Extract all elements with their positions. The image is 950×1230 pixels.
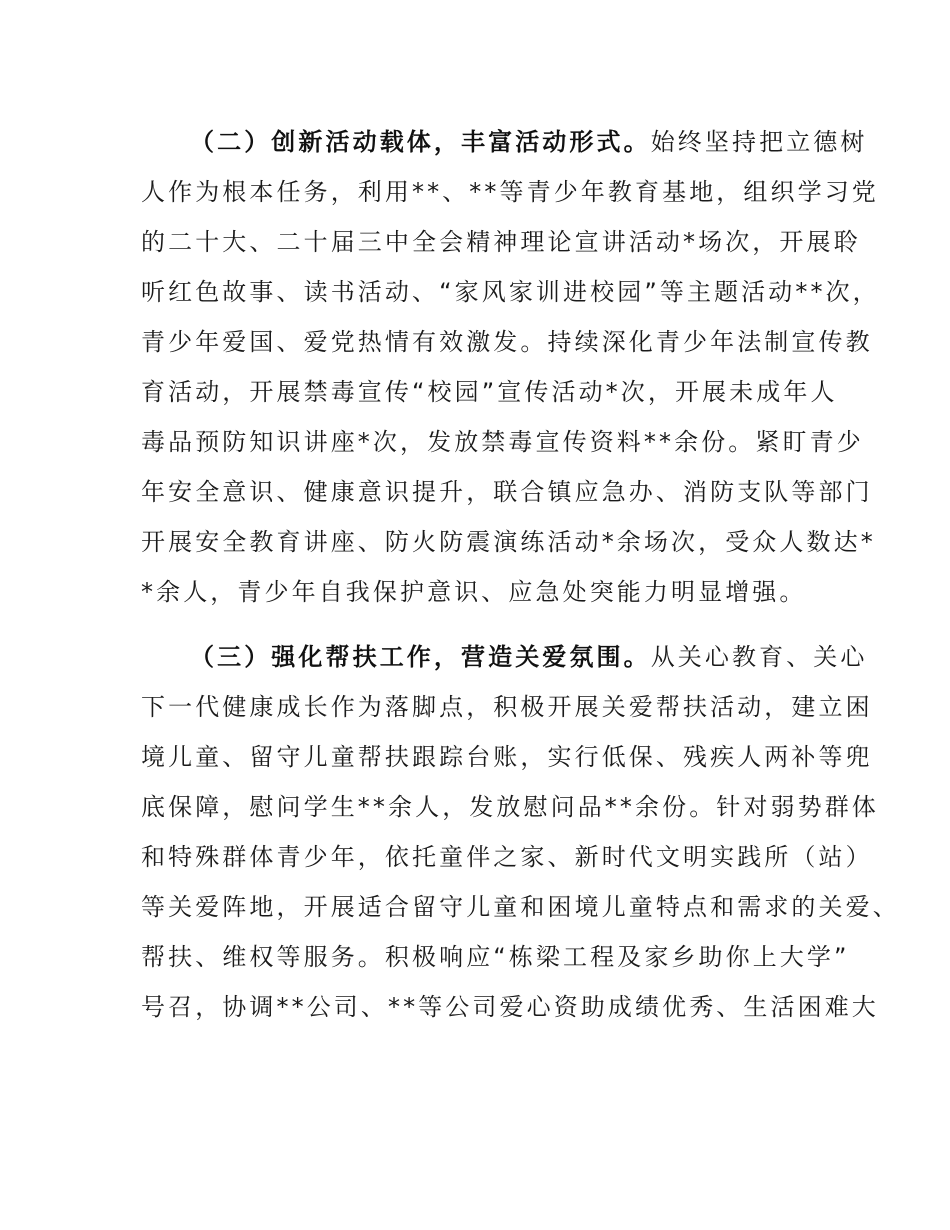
section2-line-9: 开展安全教育讲座、防火防震演练活动*余场次，受众人数达* [141,528,876,556]
section2-line-3: 的二十大、二十届三中全会精神理论宣讲活动*场次，开展聆 [141,228,861,256]
section3-line-4: 底保障，慰问学生**余人，发放慰问品**余份。针对弱势群体 [141,793,879,821]
section2-line-2: 人作为根本任务，利用**、**等青少年教育基地，组织学习党 [141,178,879,206]
section2-line-7: 毒品预防知识讲座*次，发放禁毒宣传资料**余份。紧盯青少 [141,428,864,456]
section2-line-5: 青少年爱国、爱党热情有效激发。持续深化青少年法制宣传教 [141,328,873,356]
section2-line-4: 听红色故事、读书活动、“家风家训进校园”等主题活动**次， [141,278,880,306]
section2-line-10: *余人，青少年自我保护意识、应急处突能力明显增强。 [141,578,807,606]
section2-line-1-text: 始终坚持把立德树 [650,128,868,156]
section2-line-6: 育活动，开展禁毒宣传“校园”宣传活动*次，开展未成年人 [141,378,838,406]
section3-line-8: 号召，协调**公司、**等公司爱心资助成绩优秀、生活困难大 [141,993,879,1021]
section3-line-1 [190,641,868,673]
section3-line-7: 帮扶、维权等服务。积极响应“栋梁工程及家乡助你上大学” [141,943,850,971]
section2-heading: （二）创新活动载体，丰富活动形式。 [190,128,651,156]
section3-line-6: 等关爱阵地，开展适合留守儿童和困境儿童特点和需求的关爱、 [141,893,900,921]
section3-line-1-text: 从关心教育、关心 [650,643,868,671]
section3-line-2: 下一代健康成长作为落脚点，积极开展关爱帮扶活动，建立困 [141,693,873,721]
section2-line-8: 年安全意识、健康意识提升，联合镇应急办、消防支队等部门 [141,478,873,506]
section3-line-3: 境儿童、留守儿童帮扶跟踪台账，实行低保、残疾人两补等兜 [141,743,873,771]
section3-heading: （三）强化帮扶工作，营造关爱氛围。 [190,643,651,671]
section3-line-5: 和特殊群体青少年，依托童伴之家、新时代文明实践所（站） [141,843,873,871]
section2-line-1 [190,126,868,158]
